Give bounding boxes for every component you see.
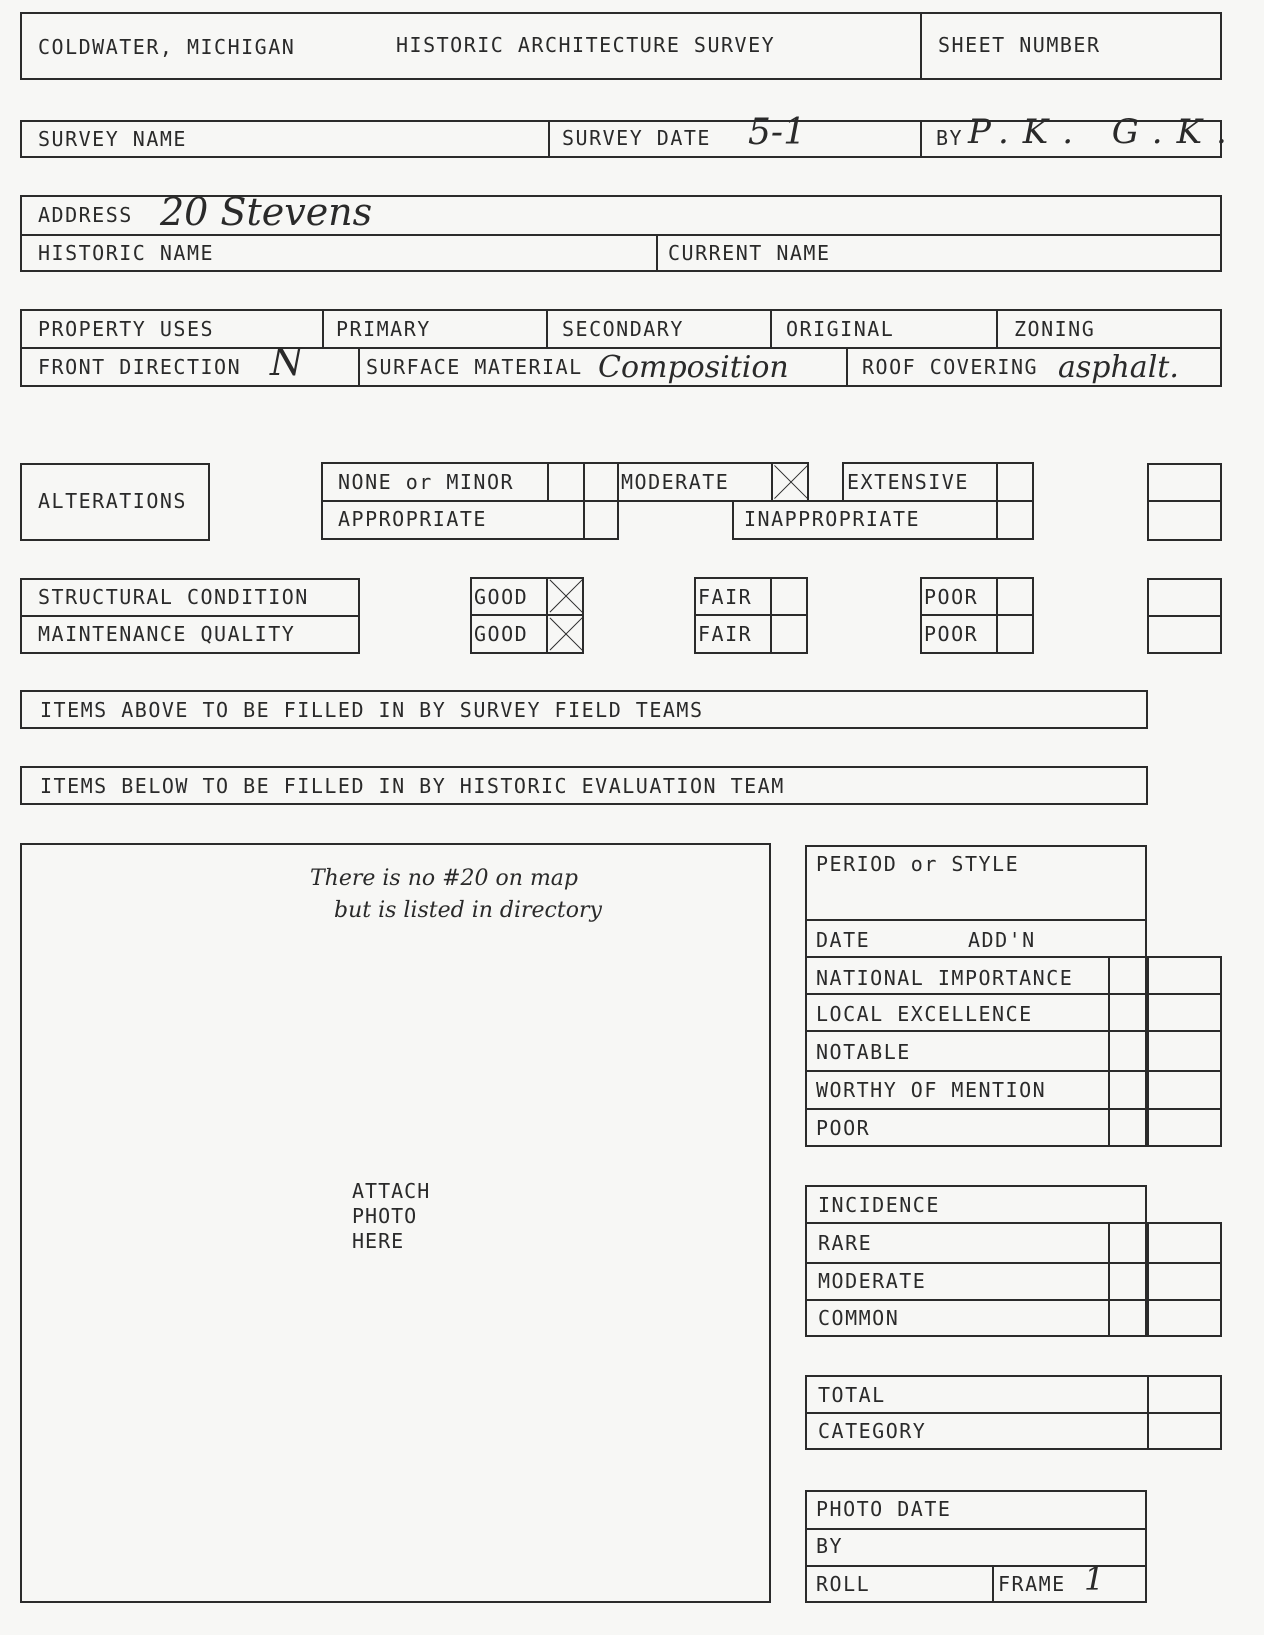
- national-importance-label: NATIONAL IMPORTANCE: [816, 966, 1074, 990]
- address-value[interactable]: 20 Stevens: [160, 190, 373, 234]
- pi-v1: [992, 1565, 994, 1603]
- alterations-score-box[interactable]: [1147, 463, 1222, 541]
- by-value[interactable]: P.K. G.K.: [968, 112, 1241, 152]
- city-label: COLDWATER, MICHIGAN: [38, 35, 296, 59]
- category-input[interactable]: [1149, 1414, 1220, 1448]
- primary-label: PRIMARY: [336, 317, 431, 341]
- good-label-structural: GOOD: [474, 585, 529, 609]
- structural-condition-label: STRUCTURAL CONDITION: [38, 585, 309, 609]
- inc-h2: [805, 1262, 1222, 1264]
- form-title: HISTORIC ARCHITECTURE SURVEY: [396, 33, 776, 57]
- eval-h2: [805, 956, 1222, 958]
- inc-h3: [805, 1299, 1222, 1301]
- header-divider: [920, 12, 922, 80]
- period-style-label: PERIOD or STYLE: [816, 852, 1020, 876]
- total-input[interactable]: [1149, 1377, 1220, 1412]
- address-divider: [20, 234, 1222, 236]
- zoning-label: ZONING: [1014, 317, 1096, 341]
- poor-label-structural: POOR: [924, 585, 979, 609]
- attach-photo-line2: PHOTO: [352, 1204, 418, 1228]
- structural-poor-checkbox[interactable]: [998, 578, 1033, 614]
- photo-date-label: PHOTO DATE: [816, 1497, 952, 1521]
- good-label-maintenance: GOOD: [474, 622, 529, 646]
- attach-photo-line3: HERE: [352, 1229, 405, 1253]
- by-label: BY: [936, 126, 964, 150]
- property-divider: [20, 347, 1222, 349]
- alterations-label: ALTERATIONS: [38, 489, 187, 513]
- survey-name-label: SURVEY NAME: [38, 127, 187, 151]
- eval-v1: [1108, 956, 1110, 1147]
- eval-h4: [805, 1030, 1222, 1032]
- extensive-label: EXTENSIVE: [847, 470, 969, 494]
- attach-photo-line1: ATTACH: [352, 1179, 431, 1203]
- moderate-label: MODERATE: [621, 470, 730, 494]
- worthy-of-mention-label: WORTHY OF MENTION: [816, 1078, 1047, 1102]
- inc-v2: [1147, 1222, 1149, 1337]
- photo-note-line2: but is listed in directory: [334, 898, 602, 923]
- pi-h1: [805, 1528, 1147, 1530]
- frame-label: FRAME: [998, 1572, 1066, 1596]
- survey-date-value[interactable]: 5-1: [748, 112, 806, 153]
- eval-h1: [805, 919, 1147, 921]
- appropriate-label: APPROPRIATE: [338, 507, 487, 531]
- fair-label-maintenance: FAIR: [698, 622, 753, 646]
- structural-good-checkbox[interactable]: [548, 578, 583, 614]
- incidence-score-column: [1108, 1222, 1222, 1337]
- notice-above: ITEMS ABOVE TO BE FILLED IN BY SURVEY FIELD TEAMS: [40, 698, 704, 722]
- front-direction-value[interactable]: N: [270, 340, 304, 384]
- original-label: ORIGINAL: [786, 317, 895, 341]
- alt-score-divider: [1147, 500, 1222, 502]
- cond-score-divider: [1147, 615, 1222, 617]
- evaluation-score-column: [1108, 956, 1222, 1147]
- incidence-moderate-label: MODERATE: [818, 1269, 927, 1293]
- date-label: DATE: [816, 928, 871, 952]
- maintenance-quality-label: MAINTENANCE QUALITY: [38, 622, 296, 646]
- notable-label: NOTABLE: [816, 1040, 911, 1064]
- moderate-checkbox[interactable]: [771, 462, 809, 502]
- inc-v1: [1108, 1222, 1110, 1337]
- photo-note-line1: There is no #20 on map: [310, 866, 579, 891]
- structural-fair-checkbox[interactable]: [772, 578, 807, 614]
- pv3: [770, 309, 772, 347]
- roll-label: ROLL: [816, 1572, 871, 1596]
- total-label: TOTAL: [818, 1383, 886, 1407]
- category-label: CATEGORY: [818, 1419, 927, 1443]
- common-label: COMMON: [818, 1306, 900, 1330]
- extensive-checkbox[interactable]: [996, 462, 1034, 540]
- photo-by-label: BY: [816, 1534, 844, 1558]
- survey-divider-2: [920, 120, 922, 158]
- surface-material-label: SURFACE MATERIAL: [366, 355, 583, 379]
- incidence-label: INCIDENCE: [818, 1193, 940, 1217]
- eval-poor-label: POOR: [816, 1116, 871, 1140]
- poor-label-maintenance: POOR: [924, 622, 979, 646]
- name-divider: [656, 234, 658, 272]
- property-uses-label: PROPERTY USES: [38, 317, 215, 341]
- none-minor-label: NONE or MINOR: [338, 470, 515, 494]
- surface-material-value[interactable]: Composition: [598, 350, 789, 385]
- rare-label: RARE: [818, 1231, 873, 1255]
- pv6: [846, 347, 848, 387]
- address-label: ADDRESS: [38, 203, 133, 227]
- roof-covering-value[interactable]: asphalt.: [1058, 350, 1179, 385]
- frame-value[interactable]: 1: [1084, 1560, 1105, 1598]
- pv2: [546, 309, 548, 347]
- local-excellence-label: LOCAL EXCELLENCE: [816, 1002, 1033, 1026]
- eval-v2: [1147, 956, 1149, 1147]
- addn-label: ADD'N: [968, 928, 1036, 952]
- historic-name-label: HISTORIC NAME: [38, 241, 215, 265]
- appropriate-checkbox[interactable]: [583, 500, 619, 540]
- maintenance-poor-checkbox[interactable]: [998, 616, 1033, 652]
- front-direction-label: FRONT DIRECTION: [38, 355, 242, 379]
- sheet-number-label: SHEET NUMBER: [938, 33, 1101, 57]
- condition-divider: [20, 615, 360, 617]
- eval-h5: [805, 1070, 1222, 1072]
- pv1: [322, 309, 324, 347]
- secondary-label: SECONDARY: [562, 317, 684, 341]
- current-name-label: CURRENT NAME: [668, 241, 831, 265]
- inc-h1: [805, 1222, 1222, 1224]
- fair-label-structural: FAIR: [698, 585, 753, 609]
- survey-date-label: SURVEY DATE: [562, 126, 711, 150]
- pv5: [358, 347, 360, 387]
- notice-below: ITEMS BELOW TO BE FILLED IN BY HISTORIC EVALUATION TEAM: [40, 774, 785, 798]
- eval-h3: [805, 993, 1222, 995]
- none-minor-checkbox[interactable]: [547, 462, 585, 502]
- inappropriate-label: INAPPROPRIATE: [744, 507, 921, 531]
- eval-h6: [805, 1108, 1222, 1110]
- pv4: [996, 309, 998, 347]
- maintenance-fair-checkbox[interactable]: [772, 616, 807, 652]
- survey-divider-1: [548, 120, 550, 158]
- roof-covering-label: ROOF COVERING: [862, 355, 1039, 379]
- maintenance-good-checkbox[interactable]: [548, 616, 583, 652]
